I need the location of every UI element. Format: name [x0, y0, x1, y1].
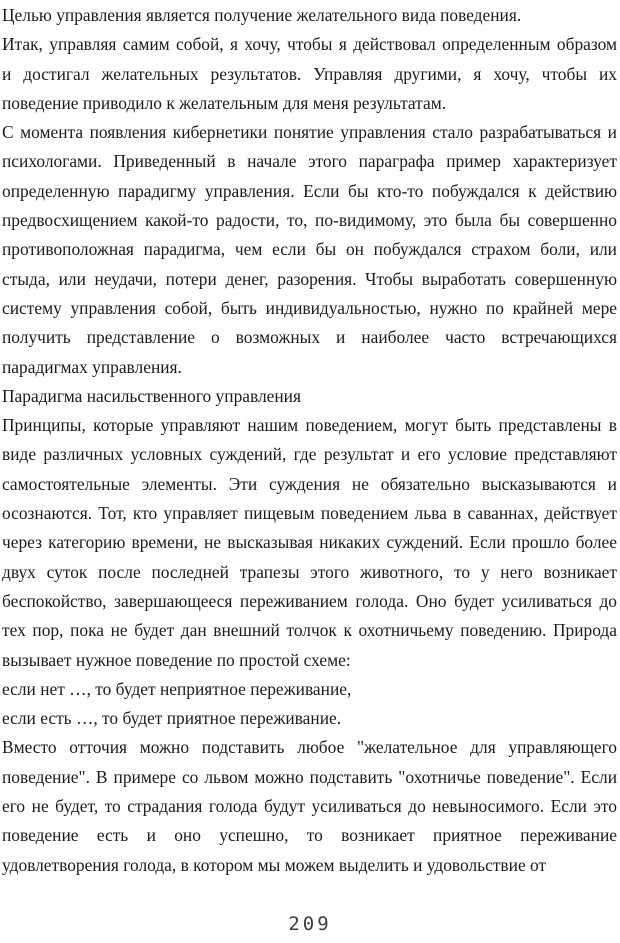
text-line: двух суток после последней трапезы этого животного, то у него возникает: [2, 561, 617, 582]
text-line: поведение". В примере со львом можно подставить "охотничье поведение". Если: [2, 766, 617, 787]
text-line: стыда, или неудачи, потери денег, разорения. Чтобы выработать совершенную: [2, 268, 617, 289]
text-line: систему управления собой, быть индивидуальностью, нужно по крайней мере: [2, 297, 617, 318]
text-line: удовлетворения голода, в котором мы можем выделить и удовольствие от: [2, 854, 547, 875]
text-line: С момента появления кибернетики понятие управления стало разрабатываться и: [2, 122, 617, 143]
section-heading-line: Парадигма насильственного управления: [2, 385, 301, 406]
text-line: получить представление о возможных и наиболее часто встречающихся: [2, 327, 617, 348]
text-line: Итак, управляя самим собой, я хочу, чтобы я действовал определенным образом: [2, 34, 617, 55]
text-line: виде различных условных суждений, где результат и его условие представляют: [2, 444, 617, 465]
text-line: самостоятельные элементы. Эти суждения не обязательно высказываются и: [2, 473, 617, 494]
text-line: через категорию времени, не высказывая никаких суждений. Если прошло более: [2, 532, 617, 553]
text-line: и достигал желательных результатов. Управляя другими, я хочу, чтобы их: [2, 63, 617, 84]
text-line: Вместо отточия можно подставить любое "желательное для управляющего: [2, 737, 617, 758]
text-line: противоположная парадигма, чем если бы он побуждался страхом боли, или: [2, 239, 617, 260]
text-line: его не будет, то страдания голода будут усиливаться до невыносимого. Если это: [2, 796, 617, 817]
text-line: поведение есть и оно успешно, то возникает приятное переживание: [2, 825, 617, 846]
text-line: вызывает нужное поведение по простой схеме:: [2, 649, 351, 670]
page-number: 209: [288, 913, 332, 935]
text-line: парадигмах управления.: [2, 356, 182, 377]
scheme-line: если нет …, то будет неприятное переживание,: [2, 678, 352, 699]
text-line: Принципы, которые управляют нашим поведением, могут быть представлены в: [2, 415, 617, 436]
text-line: тех пор, пока не будет дан внешний толчок к охотничьему поведению. Природа: [2, 620, 617, 641]
text-line: предвосхищением какой-то радости, то, по-видимому, это была бы совершенно: [2, 210, 617, 231]
text-line: определенную парадигму управления. Если бы кто-то побуждался к действию: [2, 180, 617, 201]
text-line: поведение приводило к желательным для меня результатам.: [2, 92, 447, 113]
text-line: осознаются. Тот, кто управляет пищевым поведением льва в саваннах, действует: [2, 503, 617, 524]
text-line: беспокойство, завершающееся переживанием голода. Оно будет усиливаться до: [2, 590, 617, 611]
scheme-line: если есть …, то будет приятное переживание.: [2, 708, 342, 729]
text-line: Целью управления является получение желательного вида поведения.: [2, 5, 522, 25]
text-line: психологами. Приведенный в начале этого параграфа пример характеризует: [2, 151, 617, 172]
